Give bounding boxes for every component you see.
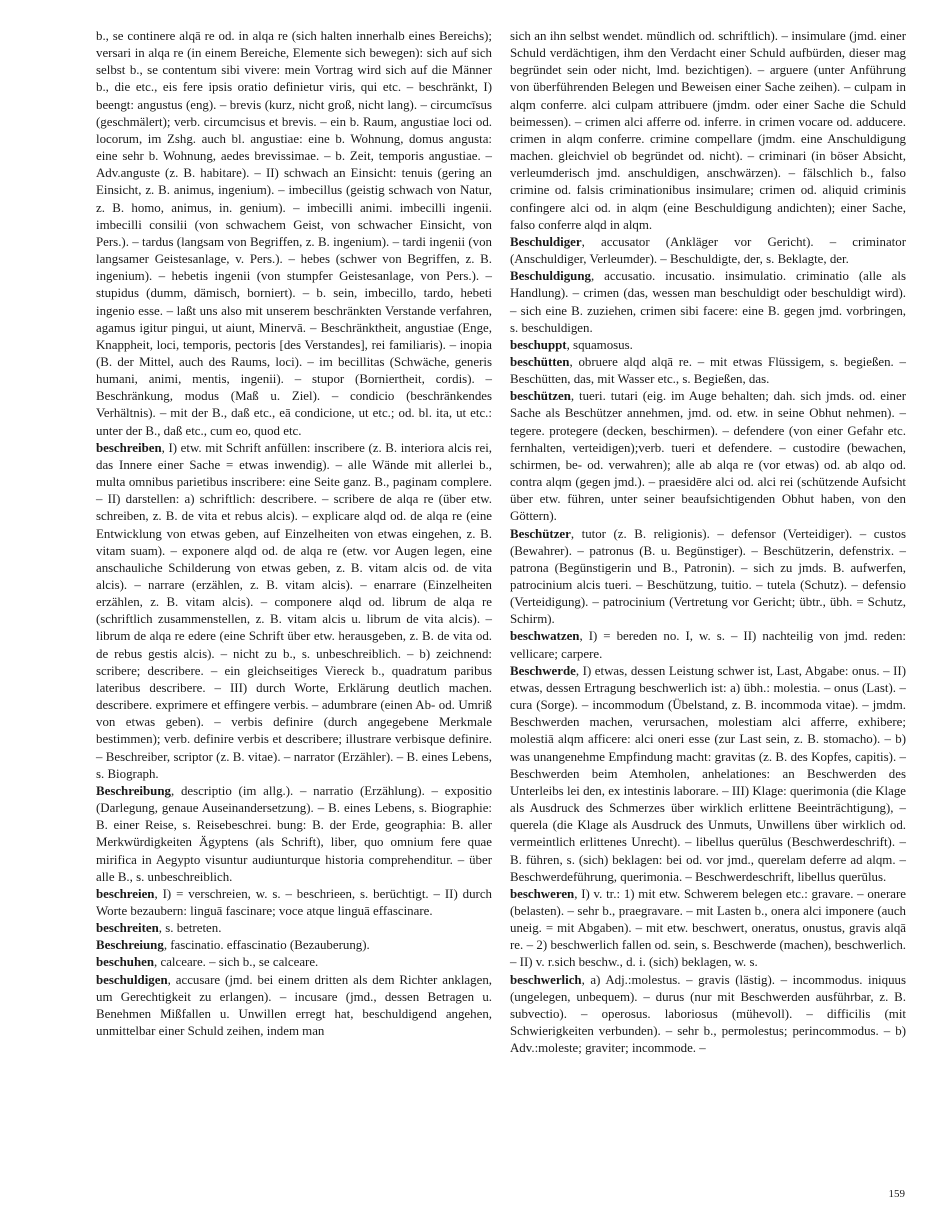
right-column (510, 28, 906, 1057)
entry-headword: Beschützer (510, 526, 571, 541)
entry-headword: beschuhen (96, 955, 155, 970)
entry-headword: Beschuldiger (510, 234, 582, 249)
entry-text: , s. betreten. (158, 921, 222, 936)
entry-text: b., se continere alqā re od. in alqa re (sich halten innerhalb eines Bereichs); versari in alqa re (in einem Bereiche, Elemente sich bewegen): sich auf sich selbst b., se contentum sibi vivere: mein Vortrag wird sich auf die Männer b., die etc., eis fere ipsis oratio definietur viris, qui etc. – beschränkt, I) beengt: angustus (eng). – brevis (kurz, nicht groß, nicht lang). – circumcīsus (geschmälert); verb. circumcisus et brevis. – ein b. Raum, angustiae loci od. locorum, im Zshg. auch bl. angustiae: eine b. Wohnung, domus angusta: eine sehr b. Wohnung, aedes brevissimae. – b. Zeit, temporis angustiae. – Adv.anguste (z. B. habitare). – II) schwach an Einsicht: tenuis (gering an Einsicht, z. B. animus, ingenium). – imbecillus (geistig schwach von Natur, z. B. homo, animus, in. genium). – imbecilli animi. imbecilli ingenii. imbecilli consilii (von schwachem Geist, von schwacher Einsicht, von Pers.). – tardus (langsam von Begriffen, z. B. ingenium). – tardi ingenii (von langsamer Geistesanlage, v. Pers.). – hebes (schwer von Begriffen, z. B. ingenium). – hebetis ingenii (von stumpfer Geistesanlage, von Pers.). – stupidus (dumm, dämisch, borniert). – b. sein, imbecillo, tardo, hebeti ingenio esse. – laßt uns also mit unserem beschränkten Verstande verfahren, agamus igitur pingui, ut aiunt, Minervā. – Beschränktheit, angustiae (Enge, Knappheit, loci, temporis, pectoris [des Verstandes], rei familiaris). – inopia (B. der Mittel, auch des Raums, loci). – im becillitas (Schwäche, generis humani, animi, mentis, ingenii). – stupor (Borniertheit, cordis). – Beschränkung, modus (Maß u. Ziel). – condicio (beschränkendes Verhältnis). – mit der B., daß etc., eā condicione, ut etc.; od. bl. ita, ut etc.: unter der B., daß etc., cum eo, quod etc. (96, 29, 492, 438)
entry-text: , calceare. – sich b., se calceare. (154, 955, 319, 970)
entry-headword: beschweren (510, 886, 575, 901)
dictionary-entry (96, 28, 492, 440)
dictionary-entry (96, 783, 492, 886)
page-number: 159 (888, 1188, 905, 1200)
entry-headword: beschütten (510, 354, 570, 369)
dictionary-entry (96, 937, 492, 954)
entry-text: , I) v. tr.: 1) mit etw. Schwerem belegen etc.: gravare. – onerare (belasten). – sehr b., praegravare. – mit Lasten b., onera alci imponere (auch uneig. = mit Abgaben). – mit etw. beschwert, oneratus, onustus, gravis alqā re. – 2) beschwerlich fallen od. sein, s. Beschwerde (machen), beschwerlich. – II) v. r.sich beschw., d. i. (sich) beklagen, w. s. (510, 886, 906, 970)
entry-headword: beschreiten (96, 921, 159, 936)
dictionary-entry (96, 440, 492, 783)
entry-headword: Beschuldigung (510, 269, 591, 284)
dictionary-entry (510, 268, 906, 337)
dictionary-entry (510, 388, 906, 525)
dictionary-entry (510, 886, 906, 972)
entry-headword: beschuldigen (96, 972, 168, 987)
entry-text: , accusare (jmd. bei einem dritten als dem Richter anklagen, um Gerechtigkeit zu erlangen). – incusare (jmd., dessen Betragen u. Benehmen Mißfallen u. Unwillen erregt hat, beschuldigend angehen, unmittelbar einer Schuld zeihen, indem man (96, 972, 492, 1039)
entry-headword: beschützen (510, 389, 571, 404)
dictionary-entry (510, 337, 906, 354)
entry-headword: beschwerlich (510, 972, 582, 987)
entry-headword: Beschwerde (510, 663, 576, 678)
entry-text: , I) = verschreien, w. s. – beschrieen, s. berüchtigt. – II) durch Worte bezaubern: linguā fascinare; voce atque linguā effascinare. (96, 886, 492, 918)
entry-text: , tutor (z. B. religionis). – defensor (Verteidiger). – custos (Bewahrer). – patronus (B. u. Begünstiger). – Beschützerin, defenstrix. – patrona (Begünstigerin und B., Patronin). – sich zu jmds. B. aufwerfen, patrocinium alcis tueri. – Beschützung, tuitio. – tutela (Schutz). – defensio (Verteidigung). – patrocinium (Vertretung vor Gericht; übtr., übh. = Schutz, Schirm). (510, 526, 906, 627)
dictionary-entry (510, 972, 906, 1058)
dictionary-entry (96, 972, 492, 1041)
entry-headword: beschreiben (96, 440, 162, 455)
dictionary-entry (510, 234, 906, 268)
entry-text: , I) etwas, dessen Leistung schwer ist, Last, Abgabe: onus. – II) etwas, dessen Ertragung beschwerlich ist: a) übh.: molestia. – onus (Last). – cura (Sorge). – incommodum (Übelstand, z. B. incommoda vitae). – jmdm. Beschwerden machen, verursachen, molestiam alci afferre, exhibere; molestiā alqm afficere: alci oneri esse (zur Last sein, z. B. stomacho). – b) was unangenehme Empfindung macht: gravitas (z. B. des Kopfes, capitis). – Beschwerden beim Atemholen, anhelationes: an Beschwerden des Unterleibs lei den, ex intestinis laborare. – III) Klage: querimonia (die Klage als Ausdruck des Schmerzes über wirklich erlittene Beeinträchtigung), – querela (die Klage als Ausdruck des Unmuts, Unwillens über wirklich od. vermeintlich erlittenes Unrecht). – libellus querūlus (Beschwerdeschrift). – B. führen, s. (sich) beklagen: bei od. vor jmd., querelam deferre ad alqm. – Beschwerdeführung, querimonia. – Beschwerdeschrift, libellus querūlus. (510, 663, 906, 884)
entry-headword: beschreien (96, 886, 155, 901)
entry-text: , I) = bereden no. I, w. s. – II) nachteilig von jmd. reden: vellicare; carpere. (510, 629, 906, 661)
dictionary-entry (510, 526, 906, 629)
entry-headword: Beschreiung (96, 938, 164, 953)
entry-text: , fascinatio. effascinatio (Bezauberung). (163, 938, 370, 953)
dictionary-entry (96, 886, 492, 920)
entry-headword: beschwatzen (510, 629, 580, 644)
dictionary-entry (510, 28, 906, 234)
dictionary-entry (510, 663, 906, 886)
dictionary-entry (510, 354, 906, 388)
dictionary-entry (510, 628, 906, 662)
entry-text: sich an ihn selbst wendet. mündlich od. schriftlich). – insimulare (jmd. einer Schuld verdächtigen, ihm den Verdacht einer Schuld aufbürden, dieser mag begründet sein oder nicht, lmd. bezichtigen). – arguere (unter Anführung von überführenden Belegen und Beweisen einer Sache zeihen). – culpam in alqm conferre. alci culpam attribuere (jmdm. oder einer Sache die Schuld beimessen). – crimen alci afferre od. inferre. in crimen vocare od. adducere. crimen in alqm conferre. crimine compellare (jmdm. eine Anschuldigung machen. gleichviel ob begründet od. nicht). – criminari (in böser Absicht, verleumderisch jmd. anschuldigen, anschwärzen). – fälschlich b., falso crimine od. falsis criminationibus insimulare; crimen od. aliquid criminis confingere alci od. in alqm (eine Beschuldigung andichten); einer Sache, falso conferre alqd in alqm. (510, 29, 906, 232)
entry-text: , I) etw. mit Schrift anfüllen: inscribere (z. B. interiora alcis rei, das Innere einer Sache = etwas inwendig). – alle Wände mit allerlei b., multa omnibus parietibus inscribere: eine Seite ganz. B., paginam complere. – II) darstellen: a) schriftlich: describere. – scribere de alqa re (über etw. schreiben, z. B. de vita et rebus alcis). – explicare alqd od. de alqa re (eine Entwicklung von etwas geben, auf Einzelheiten von etwas eingehen, z. B. vitam suam). – exponere alqd od. de alqa re (etw. vor Augen legen, eine anschauliche Schilderung von etwas geben, z. B. vitam alcis od. de vita alcis). – narrare (erzählen, z. B. vitam alcis). – enarrare (Einzelheiten erzählen, z. B. vitam alcis). – componere alqd od. librum de alqa re (schriftlich zusammenstellen, z. B. vitam alcis u. librum de vita alcis). – librum de alqa re edere (eine Schrift über etw. herausgeben, z. B. de vita od. de rebus gestis alcis). – nicht zu b., s. unbeschreiblich. – b) zeichnend: scribere; describere. – ein gleichseitiges Viereck b., quadratum paribus lateribus describere. – III) durch Worte, Erklärung deutlich machen. describere. exprimere et effingere verbis. – adumbrare (einen Ab- od. Umriß von etwas geben). – verbis definire (durch angegebene Merkmale bestimmen); verb. definire verbis et describere; illustrare verbisque definire. – Beschreiber, scriptor (z. B. vitae). – narrator (Erzähler). – B. eines Lebens, s. Biograph. (96, 440, 492, 781)
entry-text: , squamosus. (566, 337, 633, 352)
left-column (96, 28, 492, 1040)
dictionary-entry (96, 954, 492, 971)
dictionary-entry (96, 920, 492, 937)
entry-headword: Beschreibung (96, 783, 171, 798)
entry-text: , obruere alqd alqā re. – mit etwas Flüssigem, s. begießen. – Beschütten, das, mit Wasser etc., s. Begießen, das. (510, 354, 906, 387)
entry-headword: beschuppt (510, 337, 567, 352)
entry-text: , tueri. tutari (eig. im Auge behalten; dah. sich jmds. od. einer Sache als Beschützer annehmen, jmd. od. etw. in seine Obhut nehmen). – tegere. protegere (decken, beschirmen). – defendere (von einer Gefahr etc. fernhalten, verteidigen);verb. tueri et defendere. – custodire (bewachen, schirmen, be- od. verwahren); alle ab alqa re (vor etwas) od. ab alqo od. contra alqm (gegen jmd.). – praesidēre alci od. alci rei (schützende Aufsicht über etw. führen, unter seiner beaufsichtigenden Obhut haben, von den Göttern). (510, 389, 906, 524)
entry-text: , descriptio (im allg.). – narratio (Erzählung). – expositio (Darlegung, genaue Auseinandersetzung). – B. eines Lebens, s. Biographie: B. einer Reise, s. Reisebeschrei. bung: B. der Erde, geographia: B. aller Merkwürdigkeiten Ägyptens (als Schrift), liber, quo omnium fere quae mirifica in Aegypto visuntur audiunturque historia comprehenditur. – über alle B., s. unbeschreiblich. (96, 783, 492, 884)
entry-text: , a) Adj.:molestus. – gravis (lästig). – incommodus. iniquus (ungelegen, unbequem). – durus (nur mit Beschwerden ausführbar, z. B. subvectio). – operosus. laboriosus (mühevoll). – difficilis (mit Schwierigkeiten verbunden). – sehr b., permolestus; perincommodus. – b) Adv.:moleste; graviter; incommode. – (510, 972, 906, 1056)
entry-text: , accusatio. incusatio. insimulatio. criminatio (alle als Handlung). – crimen (das, wessen man beschuldigt oder beschuldigt wird). – sich eine B. zuziehen, crimen sibi facere: eine B. gegen jmd. vorbringen, s. beschuldigen. (510, 269, 906, 335)
entry-text: , accusator (Ankläger vor Gericht). – criminator (Anschuldiger, Verleumder). – Beschuldigte, der, s. Beklagte, der. (510, 234, 906, 267)
